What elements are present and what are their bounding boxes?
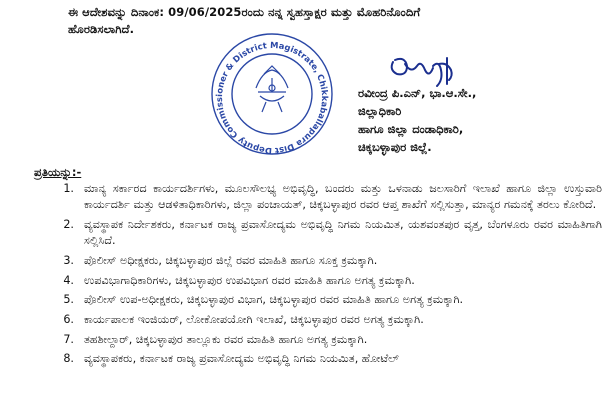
list-item [28,292,608,308]
list-item-number: 8. [63,352,74,366]
signatory-block [358,84,603,156]
list-item-number: 1. [63,182,74,195]
seal-legend-text: Deputy Commissioner & District Magistrate, Chikkaballapura Dist [213,39,331,157]
list-item-number: 2. [63,217,74,231]
svg-text:Deputy Commissioner & District [214,40,330,156]
official-seal-stamp [200,30,344,158]
list-item [28,217,608,249]
list-item-text: ಕಾರ್ಯಪಾಲಕ ಇಂಜಿಯರ್, ಲೋಕೋಪಯೋಗಿ ಇಲಾಖೆ, ಚಿಕ್ಕಬಳ್ಳಾಪುರ ರವರ ಅಗತ್ಯ ಕ್ರಮಕ್ಕಾಗಿ. [84,312,424,326]
list-item [28,253,608,269]
intro-line-2: ಹೊರಡಿಸಲಾಗಿದೆ. [68,22,135,36]
officer-role: ಹಾಗೂ ಜಿಲ್ಲಾ ದಂಡಾಧಿಕಾರಿ, [358,122,464,136]
list-item-number: 3. [63,253,74,267]
list-item-text: ಉಪವಿಭಾಗಾಧಿಕಾರಿಗಳು, ಚಿಕ್ಕಬಳ್ಳಾಪುರ ಉಪವಿಭಾಗ ರವರ ಮಾಹಿತಿ ಹಾಗೂ ಅಗತ್ಯ ಕ್ರಮಕ್ಕಾಗಿ. [84,273,415,287]
list-item-number: 4. [63,273,74,287]
officer-designation: ಜಿಲ್ಲಾಧಿಕಾರಿ [358,104,402,118]
list-item-number: 6. [63,312,74,326]
list-item [28,273,608,289]
list-item [28,351,608,367]
list-item-text: ತಹಶೀಲ್ದಾರ್, ಚಿಕ್ಕಬಳ್ಳಾಪುರ ತಾಲ್ಲೂಕು ರವರ ಮಾಹಿತಿ ಹಾಗೂ ಅಗತ್ಯ ಕ್ರಮಕ್ಕಾಗಿ. [84,332,368,346]
list-item-number: 5. [63,293,74,307]
list-item-text: ವ್ಯವಸ್ಥಾಪಕರು, ಕರ್ನಾಟಕ ರಾಜ್ಯ ಪ್ರವಾಸೋದ್ಯಮ ಅಭಿವೃದ್ಧಿ ನಿಗಮ ನಿಯಮಿತ, ಹೋಟೆಲ್ [84,352,400,366]
copies-to-heading: ಪ್ರತಿಯನ್ನು:- [34,165,82,179]
intro-line-1: ಈ ಆದೇಶವನ್ನು ದಿನಾಂಕ: 09/06/2025ರಂದು ನನ್ನ ಸ್ವಹಸ್ತಾಕ್ಷರ ಮತ್ತು ಮೊಹರಿನೊಂದಿಗೆ [68,5,421,19]
list-item [28,332,608,348]
officer-district: ಚಿಕ್ಕಬಳ್ಳಾಪುರ ಜಿಲ್ಲೆ. [358,140,432,154]
list-item-text: ಪೊಲೀಸ್ ಅಧೀಕ್ಷಕರು, ಚಿಕ್ಕಬಳ್ಳಾಪುರ ಜಿಲ್ಲೆ ರವರ ಮಾಹಿತಿ ಹಾಗೂ ಸೂಕ್ತ ಕ್ರಮಕ್ಕಾಗಿ. [84,253,378,267]
list-item-text: ಪೊಲೀಸ್ ಉಪ-ಅಧೀಕ್ಷಕರು, ಚಿಕ್ಕಬಳ್ಳಾಪುರ ವಿಭಾಗ, ಚಿಕ್ಕಬಳ್ಳಾಪುರ ರವರ ಮಾಹಿತಿ ಹಾಗೂ ಅಗತ್ಯ ಕ್ರಮಕ್ಕಾಗಿ. [84,293,464,307]
list-item-text: ವ್ಯವಸ್ಥಾಪಕ ನಿರ್ದೇಶಕರು, ಕರ್ನಾಟಕ ರಾಜ್ಯ ಪ್ರವಾಸೋದ್ಯಮ ಅಭಿವೃದ್ಧಿ ನಿಗಮ ನಿಯಮಿತ, ಯಶವಂತಪುರ ವೃತ್ತ, ಬೆಂಗಳೂರು ರವರ ಮಾಹಿತಿಗಾಗಿ ಸಲ್ಲಿಸಿದೆ. [84,217,602,248]
list-item-number: 7. [63,332,74,346]
copies-recipient-list [28,181,608,371]
list-item [28,181,608,213]
list-item [28,312,608,328]
officer-name: ರವೀಂದ್ರ ಪಿ.ಎನ್, ಭಾ.ಆ.ಸೇ., [358,86,477,100]
list-item-text: ಮಾನ್ಯ ಸರ್ಕಾರದ ಕಾರ್ಯದರ್ಶಿಗಳು, ಮೂಲಸೌಲಭ್ಯ ಅಭಿವೃದ್ಧಿ, ಬಂದರು ಮತ್ತು ಒಳನಾಡು ಜಲಸಾರಿಗೆ ಇಲಾಖೆ ಹಾಗೂ ಜಿಲ್ಲಾ ಉಸ್ತುವಾರಿ ಕಾರ್ಯದರ್ಶಿ ಮತ್ತು ಆಡಳಿತಾಧಿಕಾರಿಗಳು, ಜಿಲ್ಲಾ ಪಂಚಾಯತ್, ಚಿಕ್ಕಬಳ್ಳಾಪುರ ರವರ ಆಪ್ತ ಶಾಖೆಗೆ ಸಲ್ಲಿಸುತ್ತಾ, ಮಾನ್ಯರ ಗಮನಕ್ಕೆ ತರಲು ಕೋರಿದೆ. [84,182,602,212]
